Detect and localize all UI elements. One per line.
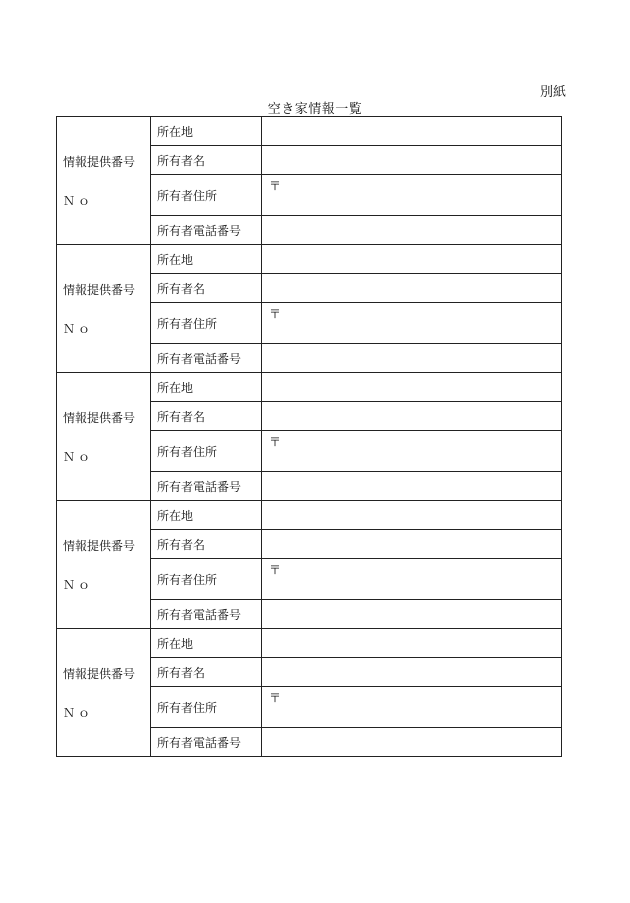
field-value-cell[interactable] xyxy=(262,303,562,344)
field-value-cell[interactable] xyxy=(262,146,562,175)
field-label: 所有者住所 xyxy=(151,175,262,216)
table-row xyxy=(57,373,562,402)
info-no-label: Ｎｏ xyxy=(63,321,94,336)
table-body xyxy=(57,117,562,757)
postal-mark: 〒 xyxy=(269,307,282,321)
info-id-cell xyxy=(57,245,151,373)
field-value-cell[interactable] xyxy=(262,344,562,373)
field-value-cell[interactable] xyxy=(262,629,562,658)
attachment-label: 別紙 xyxy=(539,85,566,100)
info-id-cell xyxy=(57,501,151,629)
info-id-label: 情報提供番号 xyxy=(63,538,136,553)
postal-mark: 〒 xyxy=(269,435,282,449)
field-value-cell[interactable] xyxy=(262,530,562,559)
field-value-cell[interactable] xyxy=(262,216,562,245)
field-label: 所有者電話番号 xyxy=(151,472,262,501)
field-label: 所在地 xyxy=(151,629,262,658)
field-label: 所有者名 xyxy=(151,274,262,303)
info-no-label: Ｎｏ xyxy=(63,449,94,464)
field-value-cell[interactable] xyxy=(262,728,562,757)
info-id-label: 情報提供番号 xyxy=(63,410,136,425)
field-value-cell[interactable] xyxy=(262,600,562,629)
table-row xyxy=(57,117,562,146)
field-label: 所有者住所 xyxy=(151,431,262,472)
postal-mark: 〒 xyxy=(269,563,282,577)
field-label: 所在地 xyxy=(151,373,262,402)
field-value-cell[interactable] xyxy=(262,472,562,501)
field-label: 所有者住所 xyxy=(151,687,262,728)
field-label: 所有者名 xyxy=(151,402,262,431)
field-value-cell[interactable] xyxy=(262,402,562,431)
field-label: 所在地 xyxy=(151,245,262,274)
vacant-house-info-table xyxy=(56,116,562,757)
field-value-cell[interactable] xyxy=(262,175,562,216)
info-id-cell xyxy=(57,629,151,757)
field-label: 所有者名 xyxy=(151,658,262,687)
field-label: 所有者名 xyxy=(151,530,262,559)
field-value-cell[interactable] xyxy=(262,559,562,600)
field-label: 所有者電話番号 xyxy=(151,344,262,373)
postal-mark: 〒 xyxy=(269,691,282,705)
info-id-label: 情報提供番号 xyxy=(63,154,136,169)
field-label: 所有者電話番号 xyxy=(151,728,262,757)
document-title: 空き家情報一覧 xyxy=(267,102,363,117)
field-value-cell[interactable] xyxy=(262,117,562,146)
field-label: 所有者名 xyxy=(151,146,262,175)
table-row xyxy=(57,501,562,530)
info-no-label: Ｎｏ xyxy=(63,705,94,720)
field-value-cell[interactable] xyxy=(262,658,562,687)
table-row xyxy=(57,245,562,274)
field-value-cell[interactable] xyxy=(262,687,562,728)
info-id-label: 情報提供番号 xyxy=(63,282,136,297)
field-label: 所有者住所 xyxy=(151,559,262,600)
field-value-cell[interactable] xyxy=(262,373,562,402)
info-id-cell xyxy=(57,373,151,501)
info-no-label: Ｎｏ xyxy=(63,577,94,592)
field-value-cell[interactable] xyxy=(262,274,562,303)
field-value-cell[interactable] xyxy=(262,431,562,472)
table-row xyxy=(57,629,562,658)
field-label: 所有者電話番号 xyxy=(151,600,262,629)
postal-mark: 〒 xyxy=(269,179,282,193)
field-value-cell[interactable] xyxy=(262,245,562,274)
field-label: 所在地 xyxy=(151,117,262,146)
field-label: 所有者住所 xyxy=(151,303,262,344)
field-label: 所有者電話番号 xyxy=(151,216,262,245)
info-id-cell xyxy=(57,117,151,245)
info-no-label: Ｎｏ xyxy=(63,193,94,208)
field-value-cell[interactable] xyxy=(262,501,562,530)
field-label: 所在地 xyxy=(151,501,262,530)
info-id-label: 情報提供番号 xyxy=(63,666,136,681)
